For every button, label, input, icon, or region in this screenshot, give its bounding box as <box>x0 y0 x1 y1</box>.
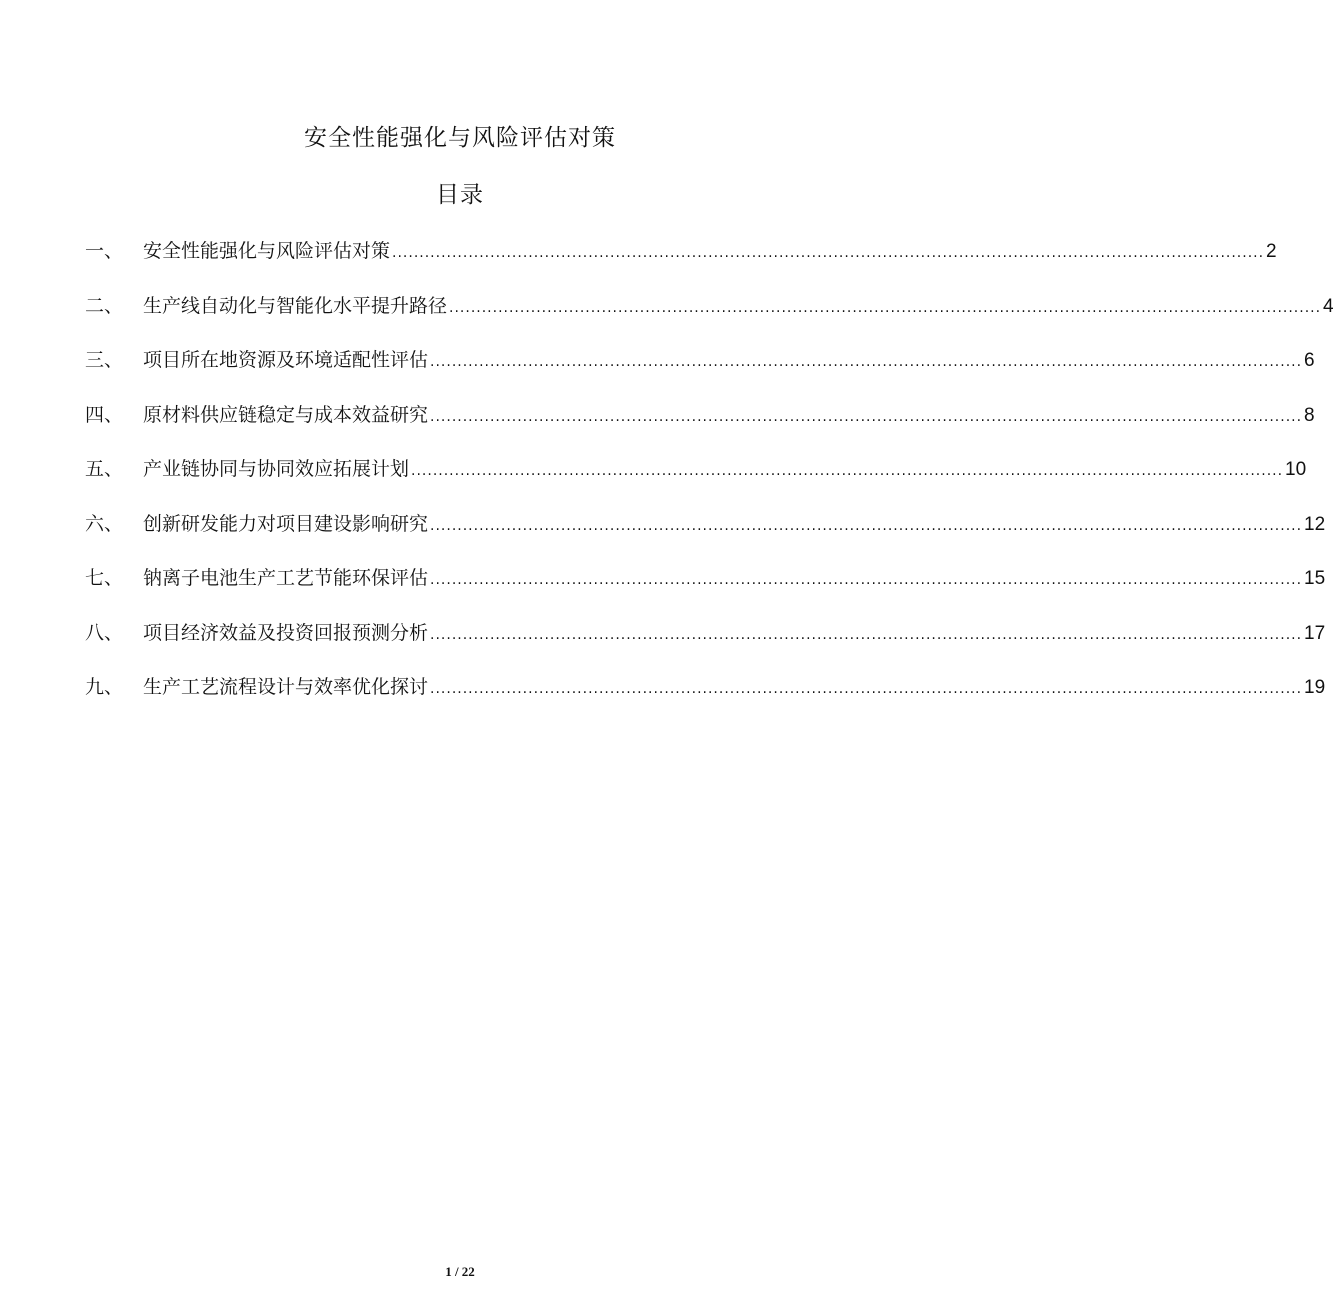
toc-leader-dots: ................................................................................................................................................................ <box>430 572 1303 588</box>
toc-entry-title: 生产工艺流程设计与效率优化探讨 <box>143 676 429 698</box>
toc-leader-dots: ................................................................................................................................................................ <box>430 354 1303 370</box>
toc-entry-number: 四、 <box>85 403 124 426</box>
toc-heading: 目录 <box>436 182 484 208</box>
toc-entry-9[interactable] <box>85 669 1326 724</box>
toc-entry-4[interactable] <box>85 397 1315 452</box>
toc-entry-number: 七、 <box>85 567 124 589</box>
toc-entry-page: 2 <box>1266 241 1277 262</box>
toc-entry-page: 6 <box>1304 350 1315 371</box>
table-of-contents <box>85 233 1334 724</box>
toc-entry-8[interactable] <box>85 615 1326 670</box>
toc-leader-dots: ................................................................................................................................................................ <box>430 681 1303 697</box>
toc-entry-6[interactable] <box>85 506 1326 561</box>
toc-leader-dots: ................................................................................................................................................................ <box>430 408 1303 425</box>
toc-entry-number: 六、 <box>85 512 124 535</box>
page-number-indicator: 1 / 22 <box>445 1264 475 1279</box>
toc-entry-7[interactable] <box>85 560 1326 615</box>
document-title: 安全性能强化与风险评估对策 <box>304 125 616 151</box>
toc-entry-page: 17 <box>1304 622 1326 644</box>
toc-entry-2[interactable] <box>85 288 1334 343</box>
toc-leader-dots: ................................................................................................................................................................ <box>449 299 1322 316</box>
toc-entry-5[interactable] <box>85 451 1307 506</box>
toc-entry-page: 15 <box>1304 568 1326 589</box>
toc-entry-1[interactable] <box>85 233 1277 288</box>
toc-entry-title: 项目经济效益及投资回报预测分析 <box>143 621 429 644</box>
toc-entry-title: 生产线自动化与智能化水平提升路径 <box>143 294 448 317</box>
toc-entry-number: 三、 <box>85 349 124 371</box>
toc-entry-page: 19 <box>1304 677 1326 698</box>
toc-leader-dots: ................................................................................................................................................................ <box>430 517 1303 534</box>
toc-entry-3[interactable] <box>85 342 1315 397</box>
toc-leader-dots: ................................................................................................................................................................ <box>392 245 1265 261</box>
toc-entry-page: 4 <box>1323 295 1334 317</box>
toc-entry-title: 产业链协同与协同效应拓展计划 <box>143 458 410 480</box>
toc-entry-page: 12 <box>1304 513 1326 535</box>
toc-entry-page: 10 <box>1285 459 1307 480</box>
toc-entry-number: 五、 <box>85 458 124 480</box>
toc-entry-title: 创新研发能力对项目建设影响研究 <box>143 512 429 535</box>
toc-entry-number: 九、 <box>85 676 124 698</box>
toc-entry-number: 一、 <box>85 240 124 262</box>
toc-entry-number: 二、 <box>85 294 124 317</box>
toc-entry-title: 钠离子电池生产工艺节能环保评估 <box>143 567 429 589</box>
toc-entry-number: 八、 <box>85 621 124 644</box>
toc-entry-title: 安全性能强化与风险评估对策 <box>143 240 391 262</box>
toc-leader-dots: ................................................................................................................................................................ <box>411 463 1284 479</box>
toc-entry-title: 项目所在地资源及环境适配性评估 <box>143 349 429 371</box>
toc-leader-dots: ................................................................................................................................................................ <box>430 626 1303 643</box>
toc-entry-page: 8 <box>1304 404 1315 426</box>
toc-entry-title: 原材料供应链稳定与成本效益研究 <box>143 403 429 426</box>
